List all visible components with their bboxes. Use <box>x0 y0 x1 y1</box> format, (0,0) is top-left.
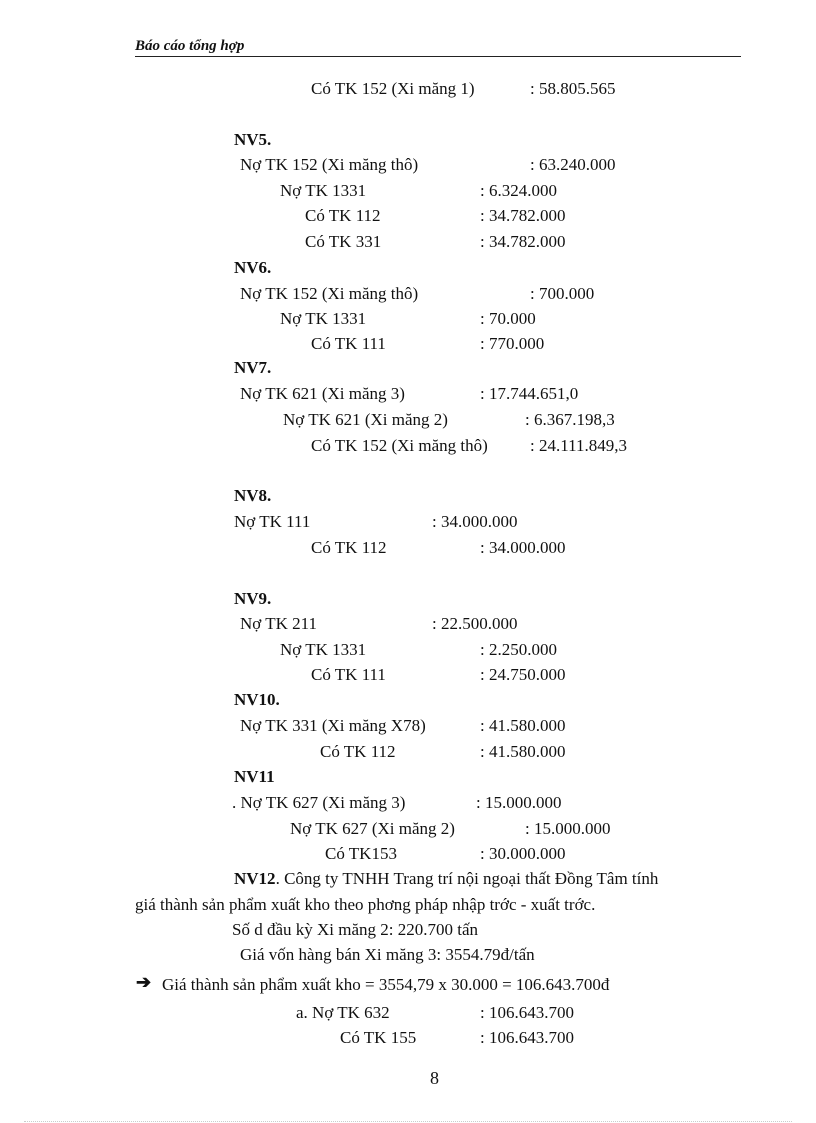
entry-label: Có TK 331 <box>305 232 382 251</box>
entry-label: Nợ TK 111 <box>234 512 311 531</box>
entry-value: : 24.111.849,3 <box>530 436 627 455</box>
nv-heading: NV11 <box>234 767 275 786</box>
entry-value: : 6.324.000 <box>480 181 557 200</box>
entry-value: : 700.000 <box>530 284 595 303</box>
entry-value: : 15.000.000 <box>525 819 611 838</box>
entry-label: Nợ TK 331 (Xi măng X78) <box>240 716 426 735</box>
entry-value: : 34.000.000 <box>432 512 518 531</box>
entry-label: Nợ TK 211 <box>240 614 317 633</box>
page-number: 8 <box>430 1068 439 1088</box>
entry-value: : 34.782.000 <box>480 206 566 225</box>
entry-label: Có TK 152 (Xi măng thô) <box>311 436 488 455</box>
page-header <box>135 40 741 57</box>
entry-label: Có TK 111 <box>311 334 386 353</box>
entry-value: : 2.250.000 <box>480 640 557 659</box>
nv-heading: NV9. <box>234 589 272 608</box>
nv12-text-3: Số d đầu kỳ Xi măng 2: 220.700 tấn <box>232 920 479 939</box>
entry-value: : 41.580.000 <box>480 742 566 761</box>
entry-value: : 22.500.000 <box>432 614 518 633</box>
entry-label: Nợ TK 1331 <box>280 640 367 659</box>
nv12-result: Giá thành sản phẩm xuất kho = 3554,79 x 30.000 = 106.643.700đ <box>162 975 610 994</box>
entry-label: a. Nợ TK 632 <box>296 1003 390 1022</box>
arrow-right-icon: ➔ <box>136 972 152 992</box>
entry-label: . Nợ TK 627 (Xi măng 3) <box>232 793 406 812</box>
entry-value: : 15.000.000 <box>476 793 562 812</box>
entry-label: Có TK 112 <box>305 206 381 225</box>
header-title: Báo cáo tổng hợp <box>135 38 245 54</box>
entry-value: : 41.580.000 <box>480 716 566 735</box>
nv-heading: NV8. <box>234 486 272 505</box>
nv-heading: NV10. <box>234 690 280 709</box>
entry-label: Nợ TK 621 (Xi măng 2) <box>283 410 448 429</box>
entry-value: : 770.000 <box>480 334 545 353</box>
nv12-text-1: . Công ty TNHH Trang trí nội ngoại thất Đồng Tâm tính <box>275 869 659 888</box>
entry-value: : 106.643.700 <box>480 1003 574 1022</box>
entry-label: Có TK 155 <box>340 1028 417 1047</box>
nv-heading: NV5. <box>234 130 272 149</box>
entry-value: : 58.805.565 <box>530 79 616 98</box>
nv-heading: NV6. <box>234 258 272 277</box>
entry-label: Nợ TK 621 (Xi măng 3) <box>240 384 405 403</box>
entry-value: : 6.367.198,3 <box>525 410 615 429</box>
entry-label: Có TK 152 (Xi măng 1) <box>311 79 475 98</box>
entry-value: : 34.782.000 <box>480 232 566 251</box>
entry-label: Nợ TK 152 (Xi măng thô) <box>240 284 419 303</box>
entry-label: Có TK153 <box>325 844 397 863</box>
entry-label: Có TK 112 <box>311 538 387 557</box>
nv-heading: NV7. <box>234 358 272 377</box>
entry-label: Nợ TK 627 (Xi măng 2) <box>290 819 455 838</box>
entry-value: : 106.643.700 <box>480 1028 574 1047</box>
nv12-heading: NV12 <box>234 869 276 888</box>
entry-value: : 34.000.000 <box>480 538 566 557</box>
entry-label: Nợ TK 152 (Xi măng thô) <box>240 155 419 174</box>
footer-divider <box>24 1121 792 1122</box>
entry-value: : 24.750.000 <box>480 665 566 684</box>
entry-value: : 63.240.000 <box>530 155 616 174</box>
entry-label: Có TK 112 <box>320 742 396 761</box>
nv12-text-2: giá thành sản phẩm xuất kho theo phơng pháp nhập trớc - xuất trớc. <box>135 895 596 914</box>
entry-value: : 30.000.000 <box>480 844 566 863</box>
nv12-text-4: Giá vốn hàng bán Xi măng 3: 3554.79đ/tấn <box>240 945 535 964</box>
nv12-first-line <box>234 869 741 889</box>
entry-label: Nợ TK 1331 <box>280 309 367 328</box>
entry-label: Nợ TK 1331 <box>280 181 367 200</box>
entry-label: Có TK 111 <box>311 665 386 684</box>
entry-value: : 17.744.651,0 <box>480 384 579 403</box>
entry-value: : 70.000 <box>480 309 536 328</box>
